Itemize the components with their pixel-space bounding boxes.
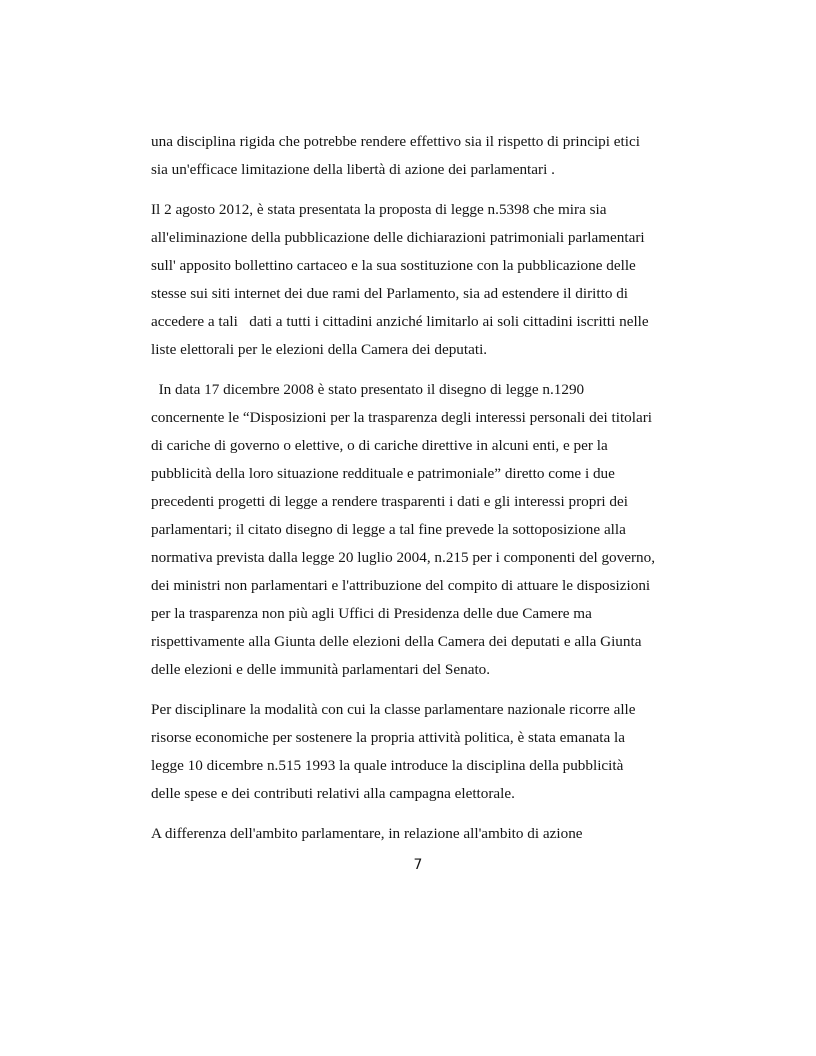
paragraph: [151, 820, 691, 848]
paragraph-text: [151, 696, 691, 808]
text-line: all'eliminazione della pubblicazione delle dichiarazioni patrimoniali parlamentari: [151, 229, 645, 246]
paragraph-text: [151, 376, 691, 684]
paragraph-text: [151, 128, 691, 184]
text-line: pubblicità della loro situazione reddituale e patrimoniale” diretto come i due: [151, 465, 615, 482]
text-line: Per disciplinare la modalità con cui la classe parlamentare nazionale ricorre alle: [151, 701, 636, 718]
text-line: risorse economiche per sostenere la propria attività politica, è stata emanata la: [151, 729, 625, 746]
text-line: Il 2 agosto 2012, è stata presentata la proposta di legge n.5398 che mira sia: [151, 201, 607, 218]
paragraph: [151, 696, 691, 808]
text-line: accedere a tali dati a tutti i cittadini anziché limitarlo ai soli cittadini iscritti nelle: [151, 313, 649, 330]
text-line: per la trasparenza non più agli Uffici di Presidenza delle due Camere ma: [151, 605, 592, 622]
text-line: normativa prevista dalla legge 20 luglio 2004, n.215 per i componenti del governo,: [151, 549, 656, 566]
document-body: [151, 128, 691, 848]
page-number: 7: [413, 857, 423, 873]
text-line: liste elettorali per le elezioni della Camera dei deputati.: [151, 341, 488, 358]
text-line: stesse sui siti internet dei due rami del Parlamento, sia ad estendere il diritto di: [151, 285, 629, 302]
text-line: rispettivamente alla Giunta delle elezioni della Camera dei deputati e alla Giunta: [151, 633, 642, 650]
text-line: In data 17 dicembre 2008 è stato presentato il disegno di legge n.1290: [151, 381, 585, 398]
text-line: una disciplina rigida che potrebbe rendere effettivo sia il rispetto di principi etici: [151, 133, 640, 150]
text-line: precedenti progetti di legge a rendere trasparenti i dati e gli interessi propri dei: [151, 493, 628, 510]
text-line: A differenza dell'ambito parlamentare, in relazione all'ambito di azione: [151, 825, 583, 842]
paragraph: [151, 128, 691, 184]
text-line: di cariche di governo o elettive, o di cariche direttive in alcuni enti, e per la: [151, 437, 608, 454]
text-line: concernente le “Disposizioni per la trasparenza degli interessi personali dei titolari: [151, 409, 652, 426]
text-line: delle elezioni e delle immunità parlamentari del Senato.: [151, 661, 491, 678]
text-line: parlamentari; il citato disegno di legge a tal fine prevede la sottoposizione alla: [151, 521, 626, 538]
paragraph-text: [151, 820, 691, 848]
text-line: delle spese e dei contributi relativi alla campagna elettorale.: [151, 785, 515, 802]
paragraph: [151, 376, 691, 684]
text-line: sia un'efficace limitazione della libertà di azione dei parlamentari .: [151, 161, 555, 178]
text-line: dei ministri non parlamentari e l'attribuzione del compito di attuare le disposizioni: [151, 577, 651, 594]
text-line: sull' apposito bollettino cartaceo e la sua sostituzione con la pubblicazione delle: [151, 257, 636, 274]
paragraph-text: [151, 196, 691, 364]
text-line: legge 10 dicembre n.515 1993 la quale introduce la disciplina della pubblicità: [151, 757, 624, 774]
paragraph: [151, 196, 691, 364]
